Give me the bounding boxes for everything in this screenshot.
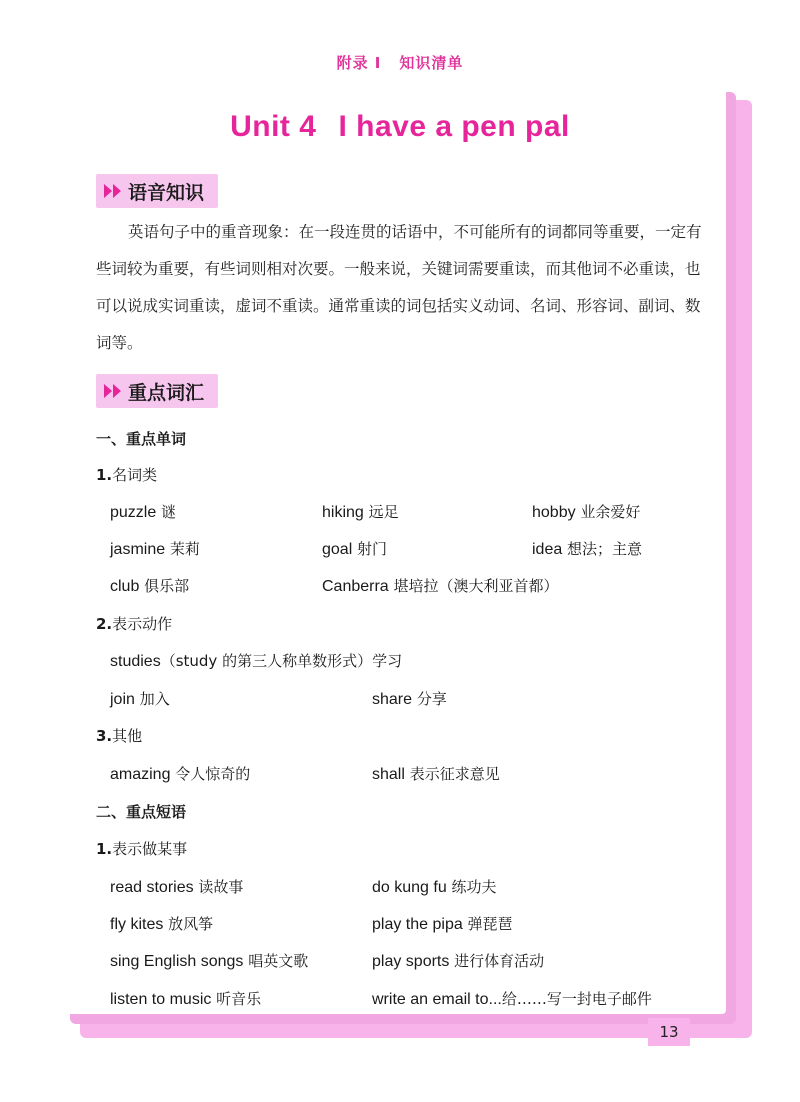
double-arrow-icon bbox=[102, 381, 126, 401]
vocab-item: jasmine 茉莉 bbox=[110, 540, 200, 558]
doing-subheading: 1.表示做某事 bbox=[96, 840, 188, 858]
vocab-item: share 分享 bbox=[372, 690, 447, 708]
vocab-item: join 加入 bbox=[110, 690, 170, 708]
vocab-item: goal 射门 bbox=[322, 540, 388, 558]
phrase-item: read stories 读故事 bbox=[110, 878, 244, 896]
unit-title bbox=[0, 110, 800, 144]
vocab-item: hobby 业余爱好 bbox=[532, 503, 641, 521]
vocab-item: idea 想法；主意 bbox=[532, 540, 643, 558]
unit-number: Unit 4 bbox=[230, 110, 317, 143]
phrases-heading: 二、重点短语 bbox=[96, 803, 187, 821]
vocab-item: puzzle 谜 bbox=[110, 503, 177, 521]
vocab-item: hiking 远足 bbox=[322, 503, 399, 521]
phrase-item: fly kites 放风筝 bbox=[110, 915, 214, 933]
phrase-item: sing English songs 唱英文歌 bbox=[110, 952, 309, 970]
section-tag-vocab bbox=[96, 374, 218, 408]
vocab-item: studies（study 的第三人称单数形式）学习 bbox=[110, 652, 403, 670]
double-arrow-icon bbox=[102, 181, 126, 201]
phrase-item: play sports 进行体育活动 bbox=[372, 952, 545, 970]
words-heading: 一、重点单词 bbox=[96, 430, 187, 448]
page-number: 13 bbox=[648, 1018, 690, 1046]
phrase-item: listen to music 听音乐 bbox=[110, 990, 262, 1008]
phrase-item: write an email to...给……写一封电子邮件 bbox=[372, 990, 652, 1008]
others-subheading: 3.其他 bbox=[96, 727, 143, 745]
vocab-item: club 俱乐部 bbox=[110, 577, 190, 595]
running-head-title: 知识清单 bbox=[399, 54, 464, 72]
vocab-item: amazing 令人惊奇的 bbox=[110, 765, 251, 783]
nouns-subheading: 1.名词类 bbox=[96, 466, 158, 484]
section-tag-phonetics bbox=[96, 174, 218, 208]
phrase-item: do kung fu 练功夫 bbox=[372, 878, 497, 896]
phonetics-text: 英语句子中的重音现象：在一段连贯的话语中，不可能所有的词都同等重要，一定有些词较为重要，有些词则相对次要。一般来说，关键词需要重读，而其他词不必重读，也可以说成实词重读，虚词不重读。通常重读的词包括实义动词、名词、形容词、副词、数词等。 bbox=[96, 223, 702, 352]
vocab-item: Canberra 堪培拉（澳大利亚首都） bbox=[322, 577, 559, 595]
phonetics-paragraph bbox=[96, 214, 708, 362]
section-label-phonetics: 语音知识 bbox=[128, 181, 205, 204]
vocab-item: shall 表示征求意见 bbox=[372, 765, 500, 783]
running-head-appendix: 附录 I bbox=[336, 54, 382, 72]
section-label-vocab: 重点词汇 bbox=[128, 381, 205, 404]
phrase-item: play the pipa 弹琵琶 bbox=[372, 915, 513, 933]
unit-name: I have a pen pal bbox=[338, 110, 570, 143]
running-head bbox=[0, 52, 800, 73]
actions-subheading: 2.表示动作 bbox=[96, 615, 173, 633]
